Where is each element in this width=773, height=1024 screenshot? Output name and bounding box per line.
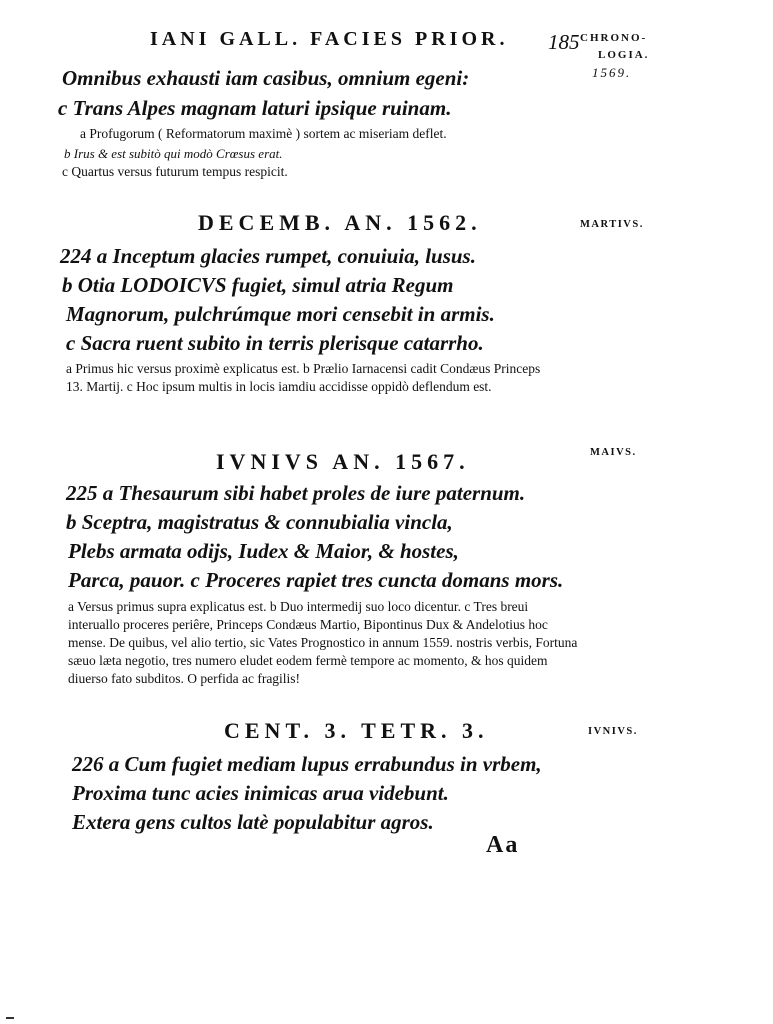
chronologia-margin-note [580,30,649,81]
quatrain-224-line-2: b Otia LODOICVS fugiet, simul atria Regum [62,273,454,297]
intro-note-c: c Quartus versus futurum tempus respicit. [62,164,288,179]
section-heading-iunius-1567: IVNIVS AN. 1567. [216,449,470,474]
section-heading-cent-3-tetr-3: CENT. 3. TETR. 3. [224,718,489,743]
quatrain-225-line-3: Plebs armata odijs, Iudex & Maior, & hostes, [68,539,459,563]
intro-note-b: b Irus & est subitò qui modò Crœsus erat. [64,146,283,161]
quatrain-226-line-2: Proxima tunc acies inimicas arua videbunt. [72,781,449,805]
catchword: Aa [486,832,520,858]
intro-verse-2: c Trans Alpes magnam laturi ipsique ruinam. [58,96,452,120]
side-label-maius: MAIVS. [590,447,637,458]
chrono-line-3: 1569. [592,65,632,80]
quatrain-225-line-4: Parca, pauor. c Proceres rapiet tres cuncta domans mors. [68,568,564,592]
notes-225: a Versus primus supra explicatus est. b Duo intermedij suo loco dicentur. c Tres breui interuallo proceres periêre, Princeps Condæus Martio, Bipontinus Dux & Andelotius hoc mense. De quibus, vel alio tertio, sic Vates Prognostico in annum 1559. nostris verbis, Fortuna sæuo læta negotio, tres numero eludet eodem fermè tempore ac momento, & hos quidem diuerso fato subditos. O perfida ac fragilis! [68,599,578,686]
running-title: IANI GALL. FACIES PRIOR. [150,28,509,50]
side-label-iunius: IVNIVS. [588,726,638,737]
page-number: 185 [548,30,580,54]
intro-verse-1: Omnibus exhausti iam casibus, omnium egeni: [62,66,470,90]
chrono-line-2: LOGIA. [598,49,650,61]
quatrain-224-line-3: Magnorum, pulchrúmque mori censebit in armis. [66,302,495,326]
quatrain-225-line-1: 225 a Thesaurum sibi habet proles de iure paternum. [66,481,526,505]
section-heading-decemb-1562: DECEMB. AN. 1562. [198,210,482,235]
quatrain-226-line-1: 226 a Cum fugiet mediam lupus errabundus in vrbem, [72,752,542,776]
notes-224: a Primus hic versus proximè explicatus est. b Prælio Iarnacensi cadit Condæus Princeps 13. Martij. c Hoc ipsum multis in locis iamdiu accidisse oppidò deflendum est. [66,361,541,394]
quatrain-224-line-4: c Sacra ruent subito in terris plerisque catarrho. [66,331,484,355]
chrono-line-1: CHRONO- [580,32,648,44]
page-edge-mark [6,1017,14,1019]
quatrain-224-line-1: 224 a Inceptum glacies rumpet, conuiuia, lusus. [60,244,476,268]
side-label-martius: MARTIVS. [580,219,644,230]
intro-note-a: a Profugorum ( Reformatorum maximè ) sortem ac miseriam deflet. [80,126,447,141]
quatrain-226-line-3: Extera gens cultos latè populabitur agros. [72,810,434,834]
quatrain-225-line-2: b Sceptra, magistratus & connubialia vincla, [66,510,453,534]
